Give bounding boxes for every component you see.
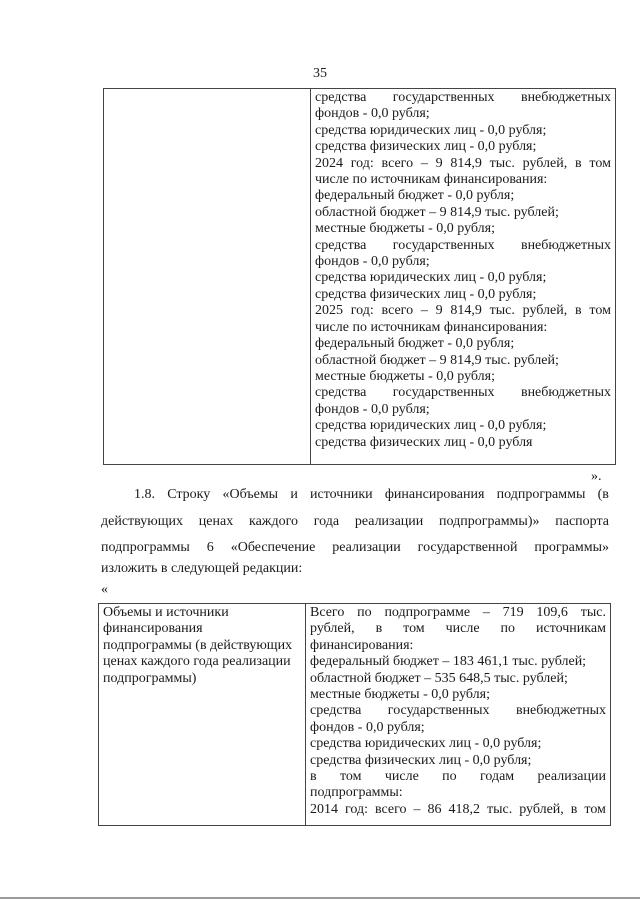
table1-line: фондов - 0,0 рубля; bbox=[315, 254, 430, 270]
word: 86 bbox=[427, 801, 442, 817]
word: государственных bbox=[387, 703, 490, 719]
bottom-rule bbox=[0, 897, 640, 899]
opening-quote: « bbox=[101, 582, 108, 597]
table1-line: средства юридических лиц - 0,0 рубля; bbox=[315, 122, 547, 138]
word: внебюджетных bbox=[515, 703, 606, 719]
table2-label-line: финансирования bbox=[103, 621, 203, 637]
word: «Обеспечение bbox=[230, 540, 316, 555]
word: 1.8. bbox=[134, 487, 155, 502]
word: ценах bbox=[198, 514, 234, 529]
word: и bbox=[290, 487, 298, 502]
word: – bbox=[413, 801, 421, 817]
table1-line bbox=[315, 90, 611, 106]
closing-quote: ». bbox=[591, 469, 602, 484]
table2-line: федеральный бюджет – 183 461,1 тыс. рублей; bbox=[310, 654, 587, 670]
word: тыс. bbox=[486, 801, 513, 817]
table1-line: средства юридических лиц - 0,0 рубля; bbox=[315, 270, 547, 286]
funding-details-text bbox=[310, 605, 606, 818]
word: реализации bbox=[332, 540, 401, 555]
table2-line: фондов - 0,0 рубля; bbox=[310, 719, 425, 735]
table1-line: местные бюджеты - 0,0 рубля; bbox=[315, 221, 495, 237]
table2-line: областной бюджет – 535 648,5 тыс. рублей; bbox=[310, 670, 568, 686]
row-label-text bbox=[103, 605, 301, 687]
table2-line bbox=[310, 703, 606, 719]
word: (в bbox=[597, 487, 609, 502]
table1-line bbox=[315, 303, 611, 319]
word: государственных bbox=[392, 385, 495, 401]
word: год: bbox=[350, 155, 374, 171]
funding-table-continuation bbox=[103, 88, 616, 465]
word: каждого bbox=[248, 514, 298, 529]
word: средства bbox=[315, 237, 367, 253]
word: 9 bbox=[435, 303, 443, 319]
word: 9 bbox=[435, 155, 443, 171]
table1-line: средства физических лиц - 0,0 рубля; bbox=[315, 286, 537, 302]
table1-line: средства юридических лиц - 0,0 рубля; bbox=[315, 418, 547, 434]
word: подпрограммы bbox=[496, 487, 586, 502]
paragraph-line-2 bbox=[101, 514, 609, 530]
word: Строку bbox=[167, 487, 211, 502]
word: по bbox=[442, 769, 457, 785]
word: по bbox=[500, 621, 516, 637]
word: в bbox=[570, 801, 578, 817]
table1-line: числе по источникам финансирования: bbox=[315, 319, 548, 335]
word: 719 bbox=[502, 605, 524, 620]
table2-line bbox=[310, 769, 606, 785]
word: том bbox=[339, 769, 362, 785]
word: рублей, bbox=[310, 621, 355, 637]
word: подпрограмме bbox=[384, 605, 471, 620]
table1-line: числе по источникам финансирования: bbox=[315, 172, 548, 188]
word: паспорта bbox=[555, 514, 609, 529]
word: года bbox=[313, 514, 340, 529]
table1-line: областной бюджет – 9 814,9 тыс. рублей; bbox=[315, 204, 559, 220]
table2-label-line: подпрограммы) bbox=[103, 670, 197, 686]
word: всего bbox=[381, 303, 414, 319]
word: в bbox=[375, 621, 383, 637]
table1-line bbox=[315, 238, 611, 254]
table1-line: средства физических лиц - 0,0 рубля; bbox=[315, 139, 537, 155]
word: – bbox=[420, 303, 428, 319]
table1-line bbox=[315, 385, 611, 401]
page-number: 35 bbox=[313, 66, 327, 81]
word: тыс. bbox=[489, 303, 515, 319]
word: государственной bbox=[417, 540, 518, 555]
table1-line bbox=[315, 156, 611, 172]
word: действующих bbox=[101, 514, 184, 529]
word: по bbox=[357, 605, 372, 620]
table2-line bbox=[310, 605, 606, 621]
word: источники bbox=[310, 487, 373, 502]
word: рублей, bbox=[522, 155, 568, 171]
word: рублей, bbox=[519, 801, 564, 817]
table1-line: средства физических лиц - 0,0 рубля bbox=[315, 434, 533, 450]
table1-line: фондов - 0,0 рубля; bbox=[315, 106, 430, 122]
word: год: bbox=[350, 303, 374, 319]
word: 814,9 bbox=[450, 155, 482, 171]
table1-line: фондов - 0,0 рубля; bbox=[315, 401, 430, 417]
table2-line: подпрограммы: bbox=[310, 785, 403, 801]
word: средства bbox=[315, 385, 367, 401]
table1-line: местные бюджеты - 0,0 рубля; bbox=[315, 368, 495, 384]
funding-table-subprogram-6 bbox=[98, 603, 611, 826]
table2-line: местные бюджеты - 0,0 рубля; bbox=[310, 687, 490, 703]
word: в bbox=[310, 769, 317, 785]
word: источникам bbox=[535, 621, 606, 637]
word: 2014 bbox=[310, 801, 338, 817]
paragraph-line-4: изложить в следующей редакции: bbox=[101, 561, 303, 576]
table2-line: средства физических лиц - 0,0 рубля; bbox=[310, 752, 532, 768]
table1-line: областной бюджет – 9 814,9 тыс. рублей; bbox=[315, 352, 559, 368]
word: всего bbox=[381, 155, 414, 171]
word: подпрограммы bbox=[101, 540, 190, 555]
word: 814,9 bbox=[450, 303, 482, 319]
word: реализации bbox=[354, 514, 424, 529]
table2-label-line: ценах каждого года реализации bbox=[103, 654, 291, 670]
table1-line: федеральный бюджет - 0,0 рубля; bbox=[315, 188, 515, 204]
word: – bbox=[482, 605, 490, 620]
word: всего bbox=[374, 801, 407, 817]
word: средства bbox=[315, 90, 367, 105]
word: внебюджетных bbox=[520, 90, 611, 105]
table2-label-line: подпрограммы (в действующих bbox=[103, 637, 293, 653]
word: год: bbox=[344, 801, 368, 817]
word: числе bbox=[445, 621, 480, 637]
table2-line bbox=[310, 802, 606, 818]
word: Всего bbox=[310, 605, 345, 620]
word: 418,2 bbox=[448, 801, 480, 817]
table2-label-line: Объемы и источники bbox=[103, 605, 229, 620]
table2-line: средства юридических лиц - 0,0 рубля; bbox=[310, 736, 542, 752]
table-row-label-cell bbox=[99, 604, 306, 826]
word: внебюджетных bbox=[520, 237, 611, 253]
word: в bbox=[575, 303, 582, 319]
word: тыс. bbox=[580, 605, 606, 620]
word: том bbox=[403, 621, 425, 637]
table2-line bbox=[310, 621, 606, 637]
word: «Объемы bbox=[222, 487, 279, 502]
word: реализации bbox=[537, 769, 606, 785]
word: 2024 bbox=[315, 155, 343, 171]
word: в bbox=[575, 155, 582, 171]
table-left-cell-empty bbox=[104, 89, 311, 465]
word: том bbox=[589, 303, 611, 319]
word: финансирования bbox=[384, 487, 485, 502]
word: рублей, bbox=[522, 303, 568, 319]
table-right-cell bbox=[311, 89, 616, 465]
word: подпрограммы)» bbox=[439, 514, 540, 529]
word: государственных bbox=[392, 90, 495, 105]
table1-line: федеральный бюджет - 0,0 рубля; bbox=[315, 336, 515, 352]
paragraph-line-3 bbox=[101, 540, 609, 556]
word: годам bbox=[479, 769, 515, 785]
table2-line: финансирования: bbox=[310, 637, 414, 653]
word: 2025 bbox=[315, 303, 343, 319]
word: том bbox=[584, 801, 606, 817]
table-value-cell bbox=[306, 604, 611, 826]
paragraph-line-1 bbox=[134, 487, 609, 503]
word: программы» bbox=[534, 540, 609, 555]
funding-details-text bbox=[315, 90, 611, 451]
word: 109,6 bbox=[536, 605, 568, 620]
word: 6 bbox=[206, 540, 214, 555]
word: тыс. bbox=[489, 155, 515, 171]
word: – bbox=[420, 155, 428, 171]
word: числе bbox=[384, 769, 419, 785]
word: средства bbox=[310, 703, 362, 719]
word: том bbox=[589, 155, 611, 171]
word: государственных bbox=[392, 237, 495, 253]
word: внебюджетных bbox=[520, 385, 611, 401]
